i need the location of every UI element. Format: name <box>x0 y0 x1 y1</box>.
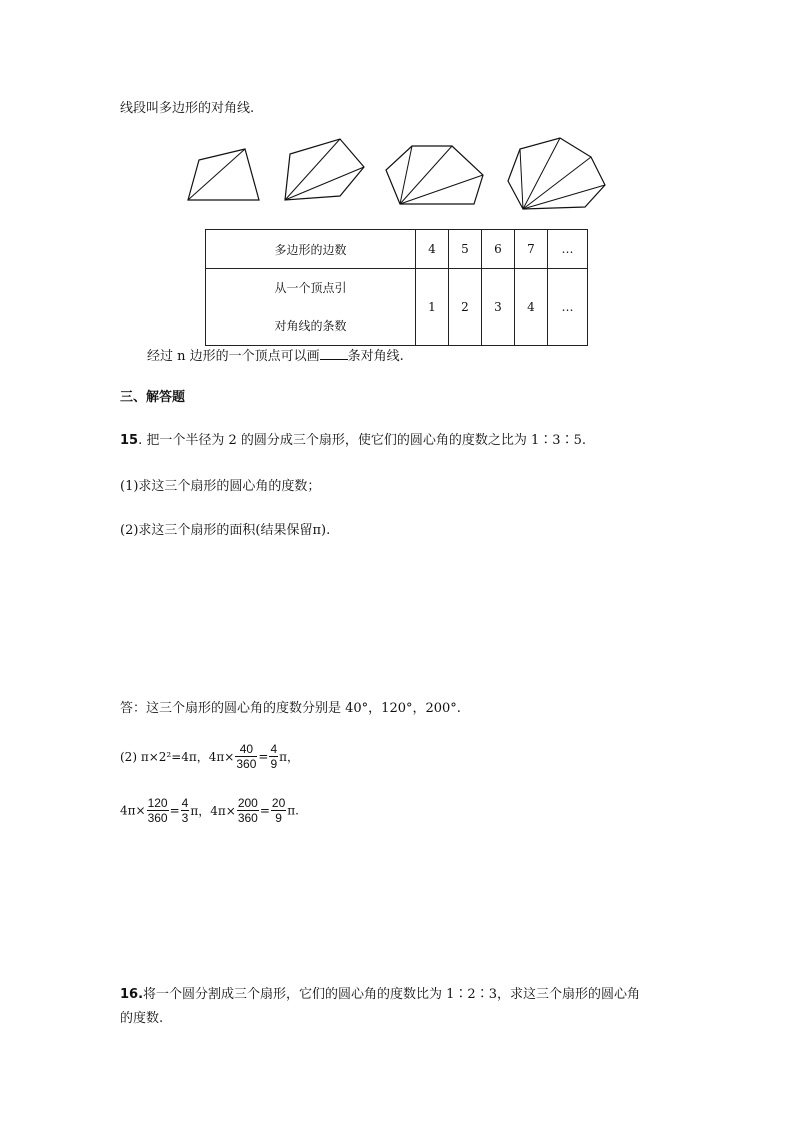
fraction-4-3 <box>181 796 190 825</box>
fraction-denominator: 3 <box>181 811 189 825</box>
pentagon-outline <box>285 139 364 200</box>
fill-blank-after: 条对角线. <box>347 349 404 364</box>
quadrilateral-figure <box>185 145 265 205</box>
line3-suffix: π. <box>287 803 299 818</box>
q16-stem-line1 <box>120 986 640 1004</box>
fraction-20-9 <box>271 796 286 825</box>
fraction-numerator: 40 <box>235 742 257 757</box>
fraction-denominator: 9 <box>270 757 278 771</box>
table-cell: 1 <box>416 269 449 346</box>
fraction-4-9 <box>269 742 278 771</box>
row1-label: 多边形的边数 <box>206 230 416 269</box>
heptagon-diagonal-3 <box>523 157 591 209</box>
fraction-denominator: 9 <box>275 811 282 825</box>
hexagon-figure <box>382 140 492 210</box>
answer-line3 <box>120 796 299 825</box>
fraction-numerator: 4 <box>181 796 189 810</box>
heptagon-diagonal-4 <box>523 185 605 209</box>
fraction-40-360 <box>235 742 257 771</box>
fraction-numerator: 4 <box>270 742 278 756</box>
pentagon-diagonal-1 <box>285 139 340 200</box>
table-cell: 7 <box>515 230 548 269</box>
hexagon-outline <box>386 146 483 204</box>
equals-sign: = <box>259 803 270 818</box>
q15-number: 15 <box>120 433 139 448</box>
fraction-denominator: 360 <box>236 757 257 771</box>
fraction-denominator: 360 <box>237 811 258 825</box>
fraction-200-360 <box>237 796 259 825</box>
fraction-denominator: 360 <box>147 811 168 825</box>
table-cell: 2 <box>449 269 482 346</box>
heptagon-diagonal-2 <box>523 138 560 209</box>
table-row <box>206 230 588 269</box>
line2-suffix: π， <box>279 750 300 764</box>
answer-line2 <box>120 742 299 771</box>
q15-text: . 把一个半径为 2 的圆分成三个扇形，使它们的圆心角的度数之比为 1∶3∶5. <box>138 433 586 448</box>
line2-prefix: (2) π×2²=4π，4π× <box>120 750 235 764</box>
answer-line1: 答：这三个扇形的圆心角的度数分别是 40°，120°，200°. <box>120 701 461 716</box>
equals-sign: = <box>169 803 180 818</box>
row2-label-line2: 对角线的条数 <box>274 319 347 333</box>
fill-blank-before: 经过 n 边形的一个顶点可以画 <box>147 349 320 364</box>
pentagon-diagonal-2 <box>285 167 364 200</box>
q15-stem <box>120 432 586 450</box>
heptagon-diagonal-1 <box>520 149 523 209</box>
table-cell: 6 <box>482 230 515 269</box>
fill-blank-sentence <box>147 347 404 366</box>
q15-part1: (1)求这三个扇形的圆心角的度数； <box>120 479 321 494</box>
q15-part2: (2)求这三个扇形的面积(结果保留π). <box>120 523 331 538</box>
fraction-numerator: 20 <box>271 796 286 810</box>
row2-label-line1: 从一个顶点引 <box>274 281 347 295</box>
answer-blank <box>320 347 348 360</box>
table-cell: … <box>548 230 588 269</box>
polygon-sides-table <box>205 229 588 346</box>
table-cell: 4 <box>416 230 449 269</box>
table-cell: 4 <box>515 269 548 346</box>
equals-sign: = <box>258 749 269 764</box>
line3-prefix: 4π× <box>120 803 146 818</box>
table-cell: … <box>548 269 588 346</box>
table-cell: 3 <box>482 269 515 346</box>
quadrilateral-diagonal <box>188 149 245 200</box>
fraction-120-360 <box>147 796 169 825</box>
q16-text-line1: 将一个圆分割成三个扇形，它们的圆心角的度数比为 1∶2∶3，求这三个扇形的圆心角 <box>143 987 640 1002</box>
pentagon-figure <box>282 137 372 207</box>
row2-label <box>206 269 416 346</box>
heptagon-figure <box>505 135 610 215</box>
intro-line: 线段叫多边形的对角线. <box>120 101 255 116</box>
line3-mid: π，4π× <box>190 804 236 818</box>
q16-number: 16. <box>120 987 144 1002</box>
fraction-numerator: 120 <box>147 796 168 810</box>
section-title: 三、解答题 <box>120 390 186 405</box>
fraction-numerator: 200 <box>237 796 258 810</box>
quadrilateral-outline <box>188 149 259 200</box>
q16-text-line2: 的度数. <box>120 1011 164 1026</box>
table-row <box>206 269 588 346</box>
table-cell: 5 <box>449 230 482 269</box>
